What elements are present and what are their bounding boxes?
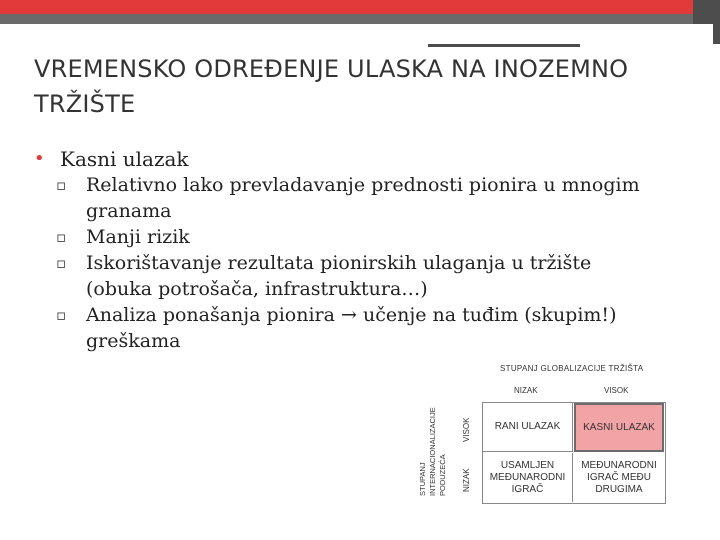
- header-side-strip: [713, 24, 720, 44]
- slide-title: VREMENSKO ODREĐENJE ULASKA NA INOZEMNO TRŽIŠTE: [34, 55, 629, 118]
- matrix-col-low-label: NIZAK: [514, 386, 538, 395]
- subbullet-text: Manji rizik: [86, 226, 190, 248]
- subbullet-item: [34, 302, 646, 354]
- subbullet-square-icon: ▫: [56, 306, 67, 324]
- bullet-text: Kasni ulazak: [60, 147, 189, 171]
- matrix-title: STUPANJ GLOBALIZACIJE TRŽIŠTA: [500, 364, 644, 373]
- subbullet-text: Relativno lako prevladavanje prednosti pionira u mnogim granama: [86, 174, 640, 222]
- subbullet-item: [34, 224, 646, 250]
- subbullet-item: [34, 172, 646, 224]
- matrix-grid: [482, 402, 666, 504]
- header-accent-bar: [0, 0, 693, 14]
- subbullet-item: [34, 250, 646, 302]
- header-corner-block: [693, 0, 720, 24]
- title-decor-line: [428, 44, 580, 47]
- matrix-cell-late-entry: KASNI ULAZAK: [574, 403, 664, 452]
- matrix-cell-early-entry: RANI ULAZAK: [483, 403, 573, 452]
- subbullet-square-icon: ▫: [56, 176, 67, 194]
- bullet-item: [34, 146, 674, 172]
- subbullet-text: Analiza ponašanja pionira → učenje na tuđim (skupim!) greškama: [86, 304, 617, 352]
- matrix-cell-lone-player: USAMLJEN MEĐUNARODNI IGRAČ: [483, 453, 573, 502]
- entry-timing-matrix: [414, 356, 674, 506]
- matrix-row-low-label: NIZAK: [462, 468, 471, 492]
- bullet-list: [34, 146, 674, 354]
- subbullet-square-icon: ▫: [56, 254, 67, 272]
- subbullet-square-icon: ▫: [56, 228, 67, 246]
- matrix-col-high-label: VISOK: [604, 386, 629, 395]
- matrix-row-axis-label: STUPANJ INTERNACIONALIZACIJE PODUZEĆA: [418, 407, 447, 496]
- matrix-row-high-label: VISOK: [462, 417, 471, 442]
- header-gray-bar: [0, 14, 693, 24]
- matrix-cell-player-among-others: MEĐUNARODNI IGRAČ MEĐU DRUGIMA: [581, 459, 657, 495]
- subbullet-text: Iskorištavanje rezultata pionirskih ulaganja u tržište (obuka potrošača, infrastruktura…): [86, 252, 592, 300]
- bullet-dot-icon: •: [34, 148, 45, 169]
